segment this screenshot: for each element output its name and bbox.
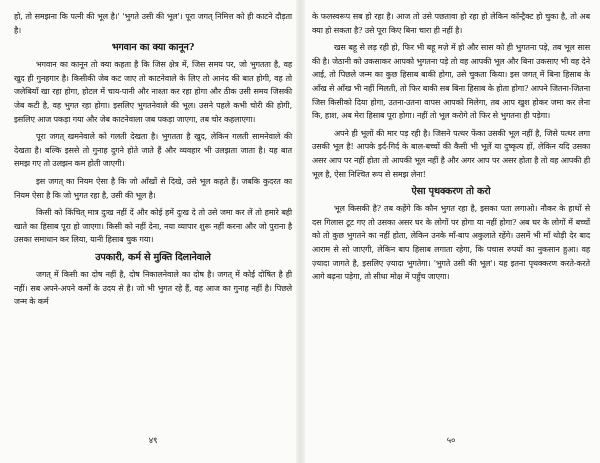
paragraph: हो, तो समझना कि पत्नी की भूल है।' 'भुगते उसी की भूल'। पूरा जगत् निमित्त को ही काटने दौड़ता है। [14, 12, 292, 35]
paragraph: भगवान का कानून तो क्या कहता है कि जिस क्षेत्र में, जिस समय पर, जो भुगतता है, वह खुद ही गुनहगार है। किसीकी जेब कट जाए तो काटनेवाले के लिए तो आनंद की बात होगी, वह तो जलेबियाँ खा रहा होगा, होटल में चाय-पानी और नाश्ता कर रहा होगा और ठीक उसी समय जिसकी जेब कटी है, वह भुगत रहा होगा। इसलिए भुगतनेवाले की भूल। उसने पहले कभी चोरी की होगी, इसलिए आज पकड़ा गया और जेब काटनेवाला जब पकड़ा जाएगा, तब चोर कहलाएगा। [14, 60, 292, 124]
paragraph: अपने ही भूलों की मार पड़ रही है। जिसने पत्थर फेंका उसकी भूल नहीं है, जिसे पत्थर लगा उसकी भूल है! आपके इर्द-गिर्द के बाल-बच्चों की कैसी भी भूलें या दुष्कृत्य हों, लेकिन यदि उसका असर आप पर नहीं होता तो आपकी भूल नहीं है और अगर आप पर असर होता है तो वह आपकी ही भूल है, ऐसा निश्चित रूप से समझ लेना! [312, 128, 590, 179]
left-page [14, 0, 292, 463]
book-gutter [296, 0, 305, 463]
left-page-content [14, 10, 292, 313]
paragraph: इस जगत् का नियम ऐसा है कि जो आँखों से दिखे, उसे भूल कहते हैं। जबकि कुदरत का नियम ऐसा है कि जो भुगत रहा है, उसी की भूल है। [14, 176, 292, 200]
page-number: ४९ [148, 436, 158, 447]
paragraph: पूरा जगत् खमनेवाले को गलती देखता है। भुगतता है खुद, लेकिन गलती सामनेवाले की देखता है। बल्कि इससे तो गुनाह दुगने होते जाते हैं और व्यवहार भी उलझता जाता है। यह बात समझ गए तो उलझन कम होती जाएगी। [14, 132, 292, 169]
paragraph: भूल किसकी है? तब कहेंगे कि कौन भुगत रहा है, इसका पता लगाओ। नौकर के हाथों से दस गिलास टूट गए तो उसका असर घर के लोगों पर होगा या नहीं होगा? अब घर के लोगों में बच्चों को तो कुछ भुगतने का नहीं होता, लेकिन उनके माँ-बाप अकुलाते रहेंगे। उसमें भी माँ थोड़ी देर बाद आराम से सो जाएगी, लेकिन बाप हिसाब लगाता रहेगा, कि पचास रुपयों का नुकसान हुआ। वह ज़्यादा जागते है, इसलिए ज़्यादा भुगतेगा। 'भुगते उसी की भूल'। यह इतना पृथक्करण करते-करते आगे बढ़ना पड़ेगा, तो सीधा मोक्ष में पहुँच जाएगा। [312, 204, 590, 282]
section-heading: उपकारी, कर्म से मुक्ति दिलानेवाले [95, 251, 211, 263]
paragraph: के फलस्वरूप सब हो रहा है। आज तो उसे पछतावा हो रहा हो लेकिन कॉन्ट्रैक्ट हो चुका है, तो अब क्या हो सकता है? उसे पूरा किए बिना चारा ही नहीं है। [312, 12, 590, 35]
right-page-content [312, 10, 590, 288]
page-number: ५० [446, 436, 456, 447]
paragraph: जगत् में किसी का दोष नहीं है, दोष निकालनेवाले का दोष है। जगत् में कोई दोषित है ही नहीं। सब अपने-अपने कर्मों के उदय से है। जो भी भुगत रहे हैं, वह आज का गुनाह नहीं है। पिछले जन्म के कर्म [14, 269, 292, 307]
right-page [312, 0, 590, 463]
paragraph: किसी को किंचित् मात्र दुःख नहीं दें और कोई हमें दुःख दे तो उसे जमा कर लें तो हमारे बही खाते का हिसाब पूरा हो जाएगा। किसी को नहीं देना, नया व्यापार शुरू नहीं करना और जो पुराना है उसका समाधान कर लिया, यानी हिसाब चुक गया। [14, 208, 292, 245]
paragraph: खस बहू से लड़ रही हो, फिर भी बहू मज़े में हो और सास को ही भुगतना पड़े, तब भूल सास की है। जेठानी को उकसाकर आपको भुगतना पड़े तो वह आपकी भूल और बिना उकसाए भी वह देने आई, तो पिछले जन्म का कुछ हिसाब बाकी होगा, उसे चुकता किया। इस जगत् में बिना हिसाब के आँख से आँख भी नहीं मिलती, तो फिर बाकी सब बिना हिसाब के होता होगा? आपने जितना-जितना जिस किसीको दिया होगा, उतना-उतना वापस आपको मिलेगा, तब आप खुश होकर जमा कर लेना कि, हाश, अब मेरा हिसाब पूरा होगा। नहीं तो भूल करोगे तो फिर से भुगतना ही पड़ेगा। [312, 43, 590, 121]
section-heading: ऐसा पृथक्करण तो करो [411, 186, 491, 198]
section-heading: भगवान का क्या कानून? [111, 42, 195, 54]
